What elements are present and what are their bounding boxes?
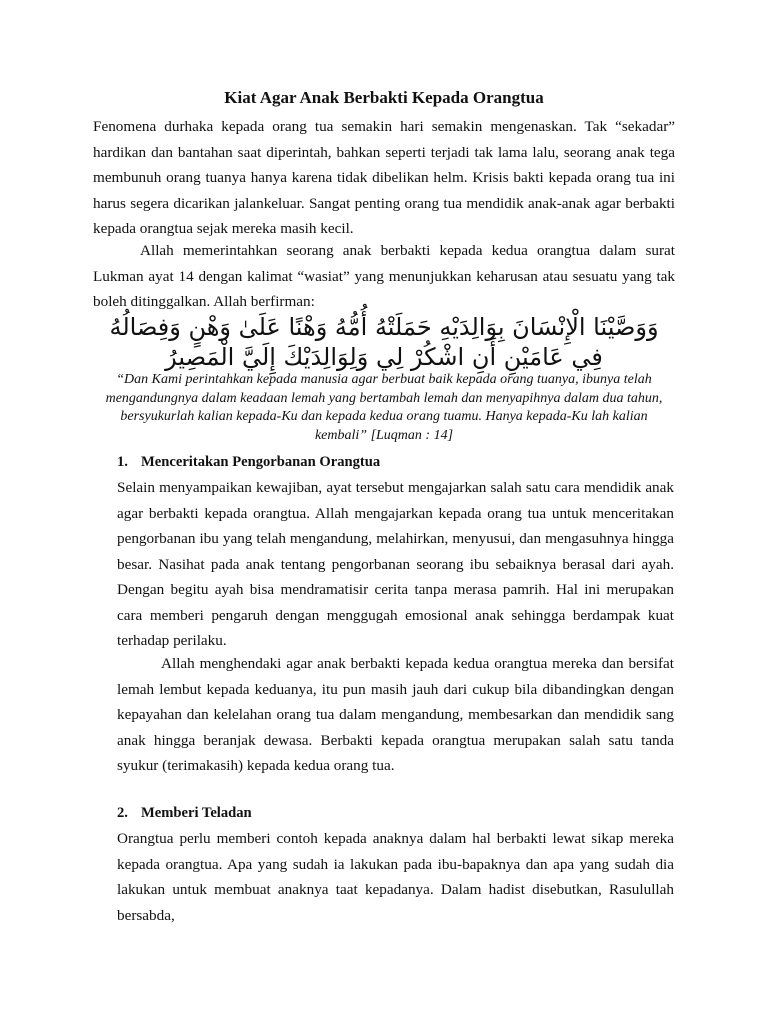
- section-2-heading: [117, 803, 252, 823]
- section-1-title: Menceritakan Pengorbanan Orangtua: [141, 454, 381, 470]
- intro-paragraph-2: Allah memerintahkan seorang anak berbakti kepada kedua orangtua dalam surat Lukman ayat 14 dengan kalimat “wasiat” yang menunjukkan keharusan atau sesuatu yang tak boleh ditinggalkan. Allah berfirman:: [93, 242, 675, 310]
- section-1-number: 1.: [117, 454, 128, 470]
- section-2-title: Memberi Teladan: [141, 805, 252, 821]
- verse-translation: “Dan Kami perintahkan kepada manusia agar berbuat baik kepada orang tuanya, ibunya telah mengandungnya dalam keadaan lemah yang bertambah lemah dan menyapihnya dalam dua tahun, bersyukurlah kalian kepada-Ku dan kepada kedua orang tuamu. Hanya kepada-Ku lah kalian kembali” [Luqman : 14]: [105, 372, 663, 443]
- section-1-paragraph-2: Allah menghendaki agar anak berbakti kepada kedua orangtua mereka dan bersifat lemah lembut kepada keduanya, itu pun masih jauh dari cukup bila dibandingkan dengan kepayahan dan kelelahan orang tua dalam mengandung, membesarkan dan mendidik sang anak hingga beranjak dewasa. Berbakti kepada orangtua merupakan salah satu tanda syukur (terimakasih) kepada kedua orang tua.: [117, 655, 674, 774]
- section-2-paragraph-1: Orangtua perlu memberi contoh kepada anaknya dalam hal berbakti lewat sikap mereka kepada orangtua. Apa yang sudah ia lakukan pada ibu-bapaknya dan apa yang sudah dia lakukan untuk membuat anaknya taat kepadanya. Dalam hadist disebutkan, Rasulullah bersabda,: [117, 830, 674, 924]
- section-1-paragraph-1: Selain menyampaikan kewajiban, ayat tersebut mengajarkan salah satu cara mendidik anak agar berbakti kepada orangtua. Allah mengajarkan kepada orang tua untuk menceritakan pengorbanan ibu yang telah mengandung, melahirkan, menyusui, dan mengasuhnya hingga besar. Nasihat pada anak tentang pengorbanan seorang ibu sebaiknya berasal dari ayah. Dengan begitu ayah bisa mendramatisir cerita tanpa merasa pamrih. Hal ini merupakan cara memberi pengaruh dengan menggugah emosional anak sehingga berdampak kuat terhadap perilaku.: [117, 479, 674, 649]
- section-2-number: 2.: [117, 805, 128, 821]
- intro-paragraph-1: Fenomena durhaka kepada orang tua semakin hari semakin mengenaskan. Tak “sekadar” hardikan dan bantahan saat diperintah, bahkan seperti terjadi tak lama lalu, seorang anak tega membunuh orang tuanya hanya karena tidak dibelikan helm. Krisis bakti kepada orang tua ini harus segera dicarikan jalankeluar. Sangat penting orang tua mendidik anak-anak agar berbakti kepada orangtua sejak mereka masih kecil.: [93, 118, 675, 237]
- document-title: Kiat Agar Anak Berbakti Kepada Orangtua: [224, 88, 544, 107]
- section-1-heading: [117, 452, 380, 472]
- quran-verse-arabic: وَوَصَّيْنَا الْإِنْسَانَ بِوَالِدَيْهِ حَمَلَتْهُ أُمُّهُ وَهْنًا عَلَىٰ وَهْنٍ وَفِصَالُهُ فِي عَامَيْنِ أَنِ اشْكُرْ لِي وَلِوَالِدَيْكَ إِلَيَّ الْمَصِيرُ: [109, 313, 659, 371]
